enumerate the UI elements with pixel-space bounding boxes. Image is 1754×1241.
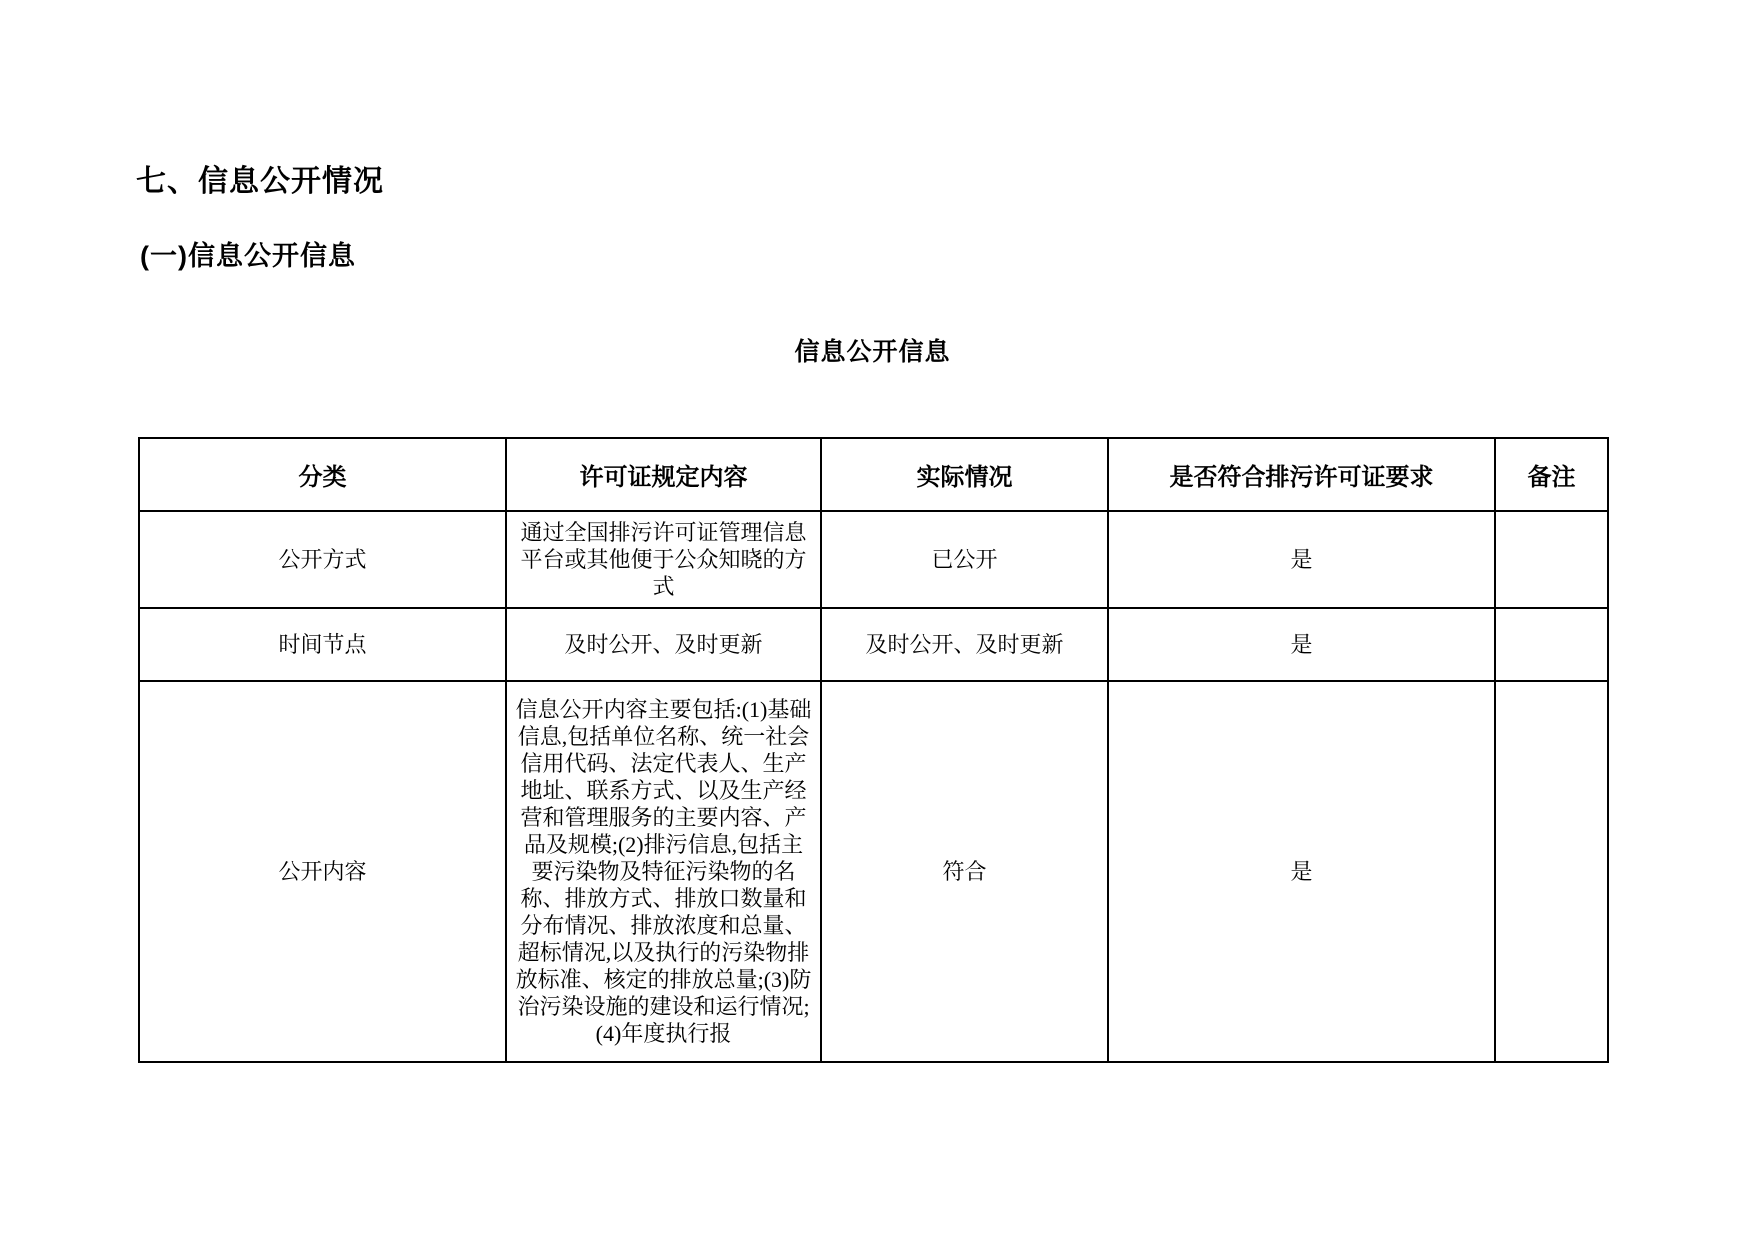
cell-actual: 符合 bbox=[821, 681, 1108, 1062]
header-cell-actual: 实际情况 bbox=[821, 438, 1108, 511]
header-cell-remark: 备注 bbox=[1495, 438, 1608, 511]
cell-required: 及时公开、及时更新 bbox=[506, 608, 821, 681]
table-row-open-method bbox=[139, 511, 1608, 608]
disclosure-table bbox=[138, 437, 1609, 1063]
cell-remark bbox=[1495, 608, 1608, 681]
cell-remark bbox=[1495, 681, 1608, 1062]
cell-category: 时间节点 bbox=[139, 608, 506, 681]
table-header-row bbox=[139, 438, 1608, 511]
cell-category: 公开内容 bbox=[139, 681, 506, 1062]
cell-required: 通过全国排污许可证管理信息平台或其他便于公众知晓的方式 bbox=[506, 511, 821, 608]
header-cell-category: 分类 bbox=[139, 438, 506, 511]
header-cell-required: 许可证规定内容 bbox=[506, 438, 821, 511]
cell-compliant: 是 bbox=[1108, 681, 1495, 1062]
subsection-heading: (一)信息公开信息 bbox=[140, 241, 356, 271]
table-row-open-content bbox=[139, 681, 1608, 1062]
cell-required: 信息公开内容主要包括:(1)基础信息,包括单位名称、统一社会信用代码、法定代表人、生产地址、联系方式、以及生产经营和管理服务的主要内容、产品及规模;(2)排污信息,包括主要污染物及特征污染物的名称、排放方式、排放口数量和分布情况、排放浓度和总量、超标情况,以及执行的污染物排放标准、核定的排放总量;(3)防治污染设施的建设和运行情况;(4)年度执行报 bbox=[506, 681, 821, 1062]
table-caption: 信息公开信息 bbox=[794, 338, 951, 366]
cell-remark bbox=[1495, 511, 1608, 608]
header-cell-compliant: 是否符合排污许可证要求 bbox=[1108, 438, 1495, 511]
table-row-timing bbox=[139, 608, 1608, 681]
cell-category: 公开方式 bbox=[139, 511, 506, 608]
section-heading: 七、信息公开情况 bbox=[136, 165, 384, 198]
cell-actual: 及时公开、及时更新 bbox=[821, 608, 1108, 681]
cell-compliant: 是 bbox=[1108, 608, 1495, 681]
cell-actual: 已公开 bbox=[821, 511, 1108, 608]
cell-compliant: 是 bbox=[1108, 511, 1495, 608]
